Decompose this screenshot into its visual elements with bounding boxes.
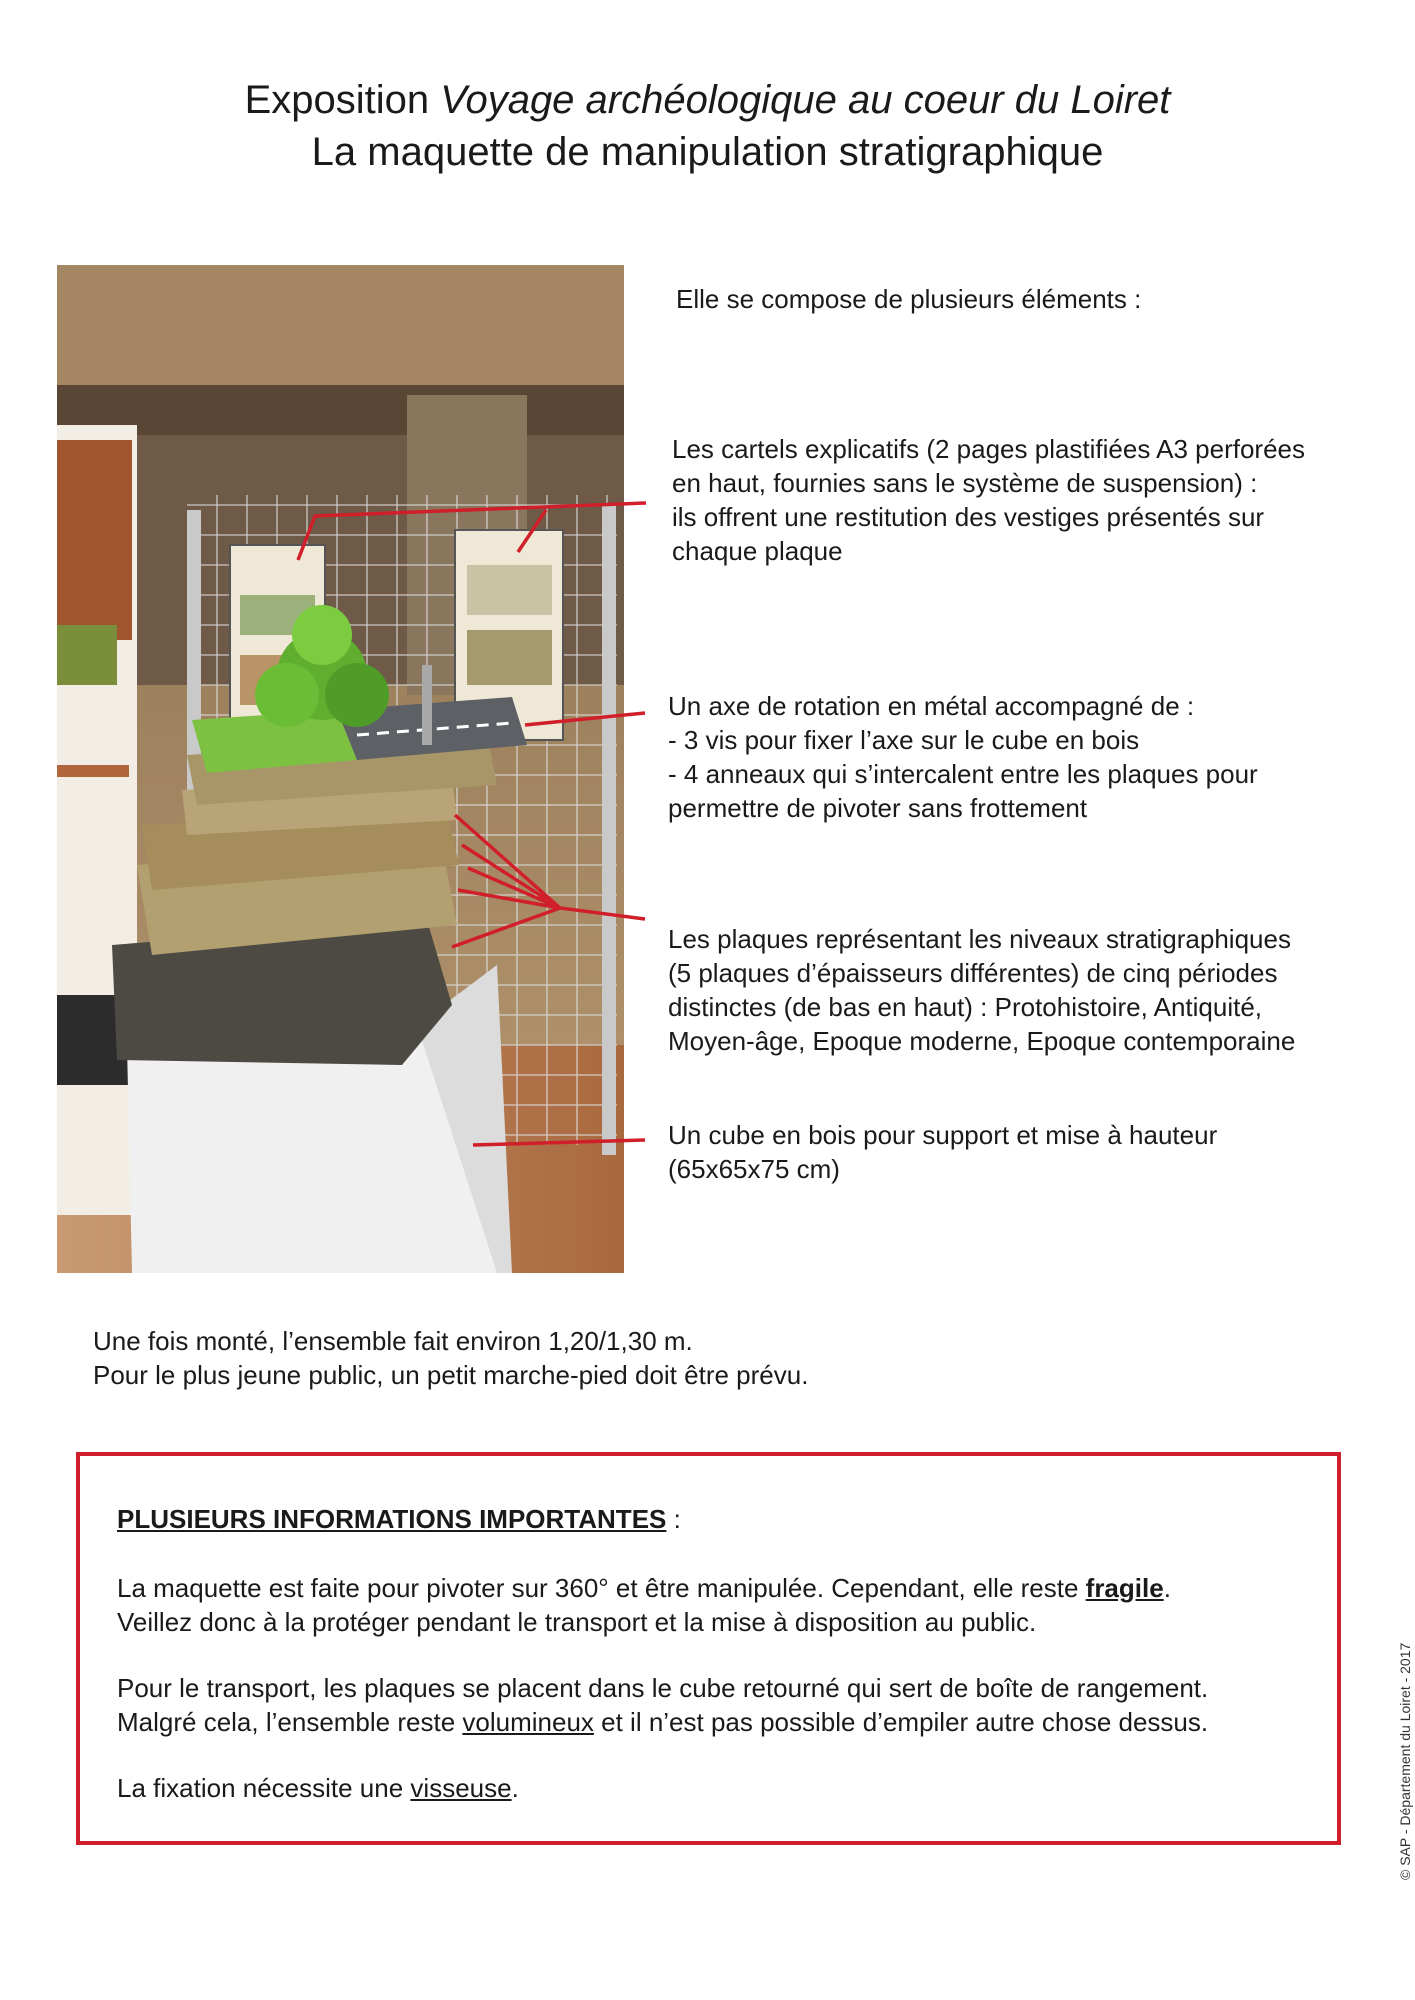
info-heading: PLUSIEURS INFORMATIONS IMPORTANTES :	[117, 1504, 681, 1534]
info-paragraph-1: La maquette est faite pour pivoter sur 360° et être manipulée. Cependant, elle reste fragile. Veillez donc à la protéger pendant le transport et la mise à disposition au public.	[117, 1573, 1171, 1637]
fragile-emphasis: fragile	[1085, 1573, 1164, 1603]
page-title	[0, 74, 1415, 178]
visseuse-emphasis: visseuse	[410, 1773, 512, 1803]
title-line-2: La maquette de manipulation stratigraphique	[311, 130, 1104, 174]
important-info-box	[76, 1452, 1341, 1845]
element-plates: Les plaques représentant les niveaux stratigraphiques (5 plaques d’épaisseurs différentes) de cinq périodes distinctes (de bas en haut) : Protohistoire, Antiquité, Moyen-âge, Epoque moderne, Epoque contemporaine	[668, 924, 1296, 1056]
title-line-1: Exposition Voyage archéologique au coeur du Loiret	[244, 78, 1171, 122]
intro-text: Elle se compose de plusieurs éléments :	[676, 284, 1142, 314]
element-cartels: Les cartels explicatifs (2 pages plastifiées A3 perforées en haut, fournies sans le système de suspension) : ils offrent une restitution des vestiges présentés sur chaque plaque	[672, 434, 1306, 566]
assembly-note: Une fois monté, l’ensemble fait environ 1,20/1,30 m. Pour le plus jeune public, un petit marche-pied doit être prévu.	[93, 1326, 809, 1390]
info-paragraph-2: Pour le transport, les plaques se placent dans le cube retourné qui sert de boîte de rangement. Malgré cela, l’ensemble reste volumineux et il n’est pas possible d’empiler autre chose dessus.	[117, 1673, 1209, 1737]
model-photo	[57, 265, 624, 1273]
info-paragraph-3: La fixation nécessite une visseuse.	[117, 1773, 519, 1803]
copyright-notice: © SAP - Département du Loiret - 2017	[1397, 1642, 1413, 1880]
element-axis: Un axe de rotation en métal accompagné de : - 3 vis pour fixer l’axe sur le cube en bois - 4 anneaux qui s’intercalent entre les plaques pour permettre de pivoter sans frottement	[668, 691, 1258, 823]
volumineux-emphasis: volumineux	[462, 1707, 594, 1737]
element-cube: Un cube en bois pour support et mise à hauteur (65x65x75 cm)	[668, 1120, 1218, 1184]
